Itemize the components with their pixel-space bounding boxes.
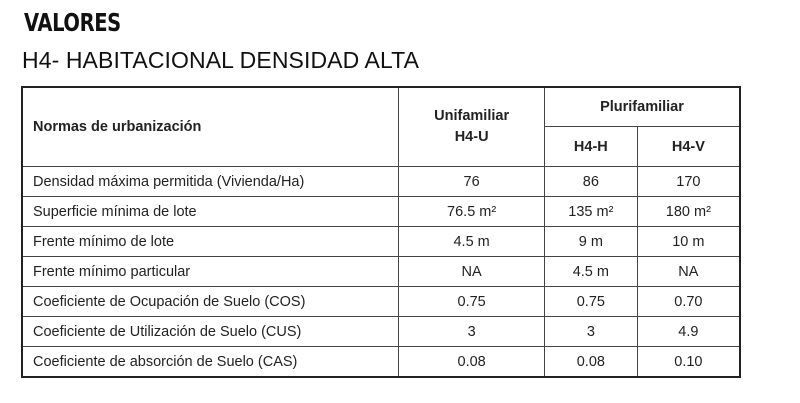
cell-h4-v: 10 m: [637, 227, 740, 257]
cell-h4-h: 86: [544, 167, 637, 197]
row-label: Densidad máxima permitida (Vivienda/Ha): [22, 167, 399, 197]
h4-h-header: H4-H: [544, 127, 637, 167]
row-label: Coeficiente de Utilización de Suelo (CUS): [22, 317, 399, 347]
unifamiliar-header: [399, 87, 545, 167]
table-row: [22, 167, 740, 197]
urbanization-norms-table: [21, 86, 741, 378]
unifamiliar-title: Unifamiliar: [434, 108, 510, 124]
cell-h4-h: 135 m²: [544, 197, 637, 227]
cell-h4-u: 76.5 m²: [399, 197, 545, 227]
cell-h4-u: 76: [399, 167, 545, 197]
page-heading: VALORES: [24, 8, 121, 37]
row-label: Frente mínimo de lote: [22, 227, 399, 257]
cell-h4-v: 0.10: [637, 347, 740, 378]
cell-h4-h: 9 m: [544, 227, 637, 257]
table-row: [22, 347, 740, 378]
cell-h4-u: 3: [399, 317, 545, 347]
table-row: [22, 257, 740, 287]
table-row: [22, 197, 740, 227]
row-label: Coeficiente de absorción de Suelo (CAS): [22, 347, 399, 378]
row-label: Superficie mínima de lote: [22, 197, 399, 227]
norms-header: Normas de urbanización: [22, 87, 399, 167]
cell-h4-u: 0.75: [399, 287, 545, 317]
unifamiliar-code: H4-U: [454, 129, 489, 145]
cell-h4-h: 4.5 m: [544, 257, 637, 287]
cell-h4-v: NA: [637, 257, 740, 287]
cell-h4-h: 0.75: [544, 287, 637, 317]
cell-h4-u: 4.5 m: [399, 227, 545, 257]
table-row: [22, 317, 740, 347]
cell-h4-h: 0.08: [544, 347, 637, 378]
row-label: Frente mínimo particular: [22, 257, 399, 287]
cell-h4-v: 180 m²: [637, 197, 740, 227]
row-label: Coeficiente de Ocupación de Suelo (COS): [22, 287, 399, 317]
table-row: [22, 227, 740, 257]
section-title: H4- HABITACIONAL DENSIDAD ALTA: [22, 47, 420, 73]
table-row: [22, 287, 740, 317]
cell-h4-h: 3: [544, 317, 637, 347]
h4-v-header: H4-V: [637, 127, 740, 167]
cell-h4-u: NA: [399, 257, 545, 287]
cell-h4-u: 0.08: [399, 347, 545, 378]
cell-h4-v: 0.70: [637, 287, 740, 317]
plurifamiliar-header: Plurifamiliar: [544, 87, 740, 127]
cell-h4-v: 170: [637, 167, 740, 197]
cell-h4-v: 4.9: [637, 317, 740, 347]
